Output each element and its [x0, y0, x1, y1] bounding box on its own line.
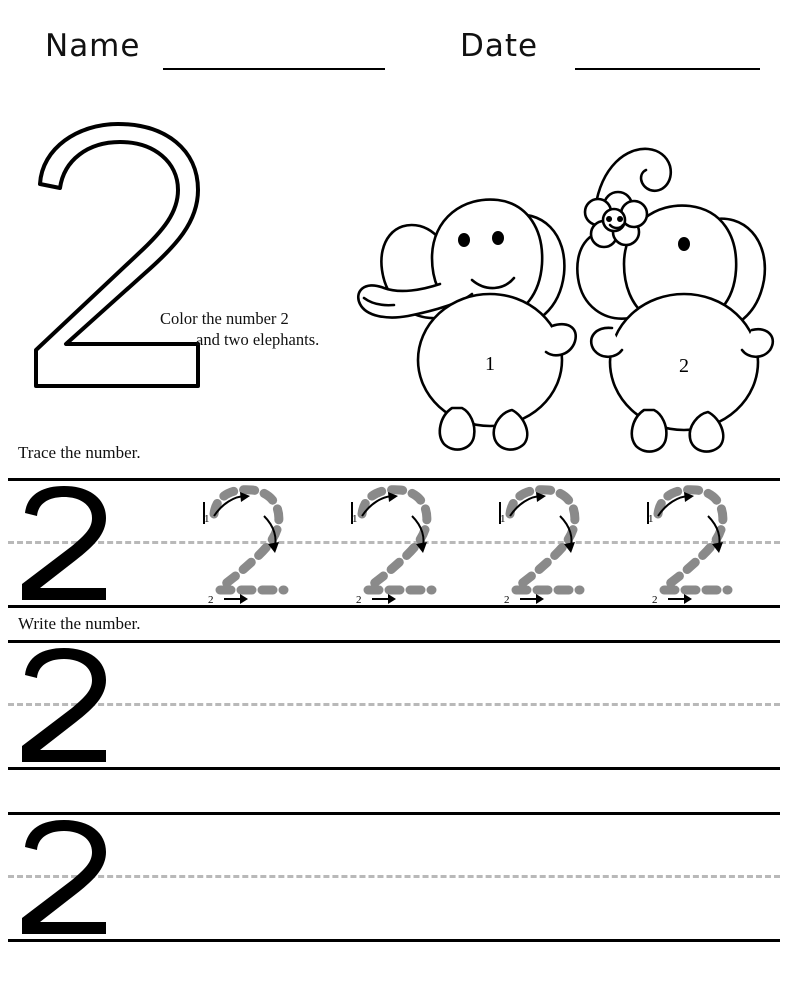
stroke-label-2: 2 — [356, 594, 362, 606]
trace-section-caption: Trace the number. — [18, 443, 141, 462]
flower-decoration — [585, 192, 647, 247]
stroke-label-1: 1 — [352, 513, 358, 525]
color-instructions-line-1: Color the number 2 — [160, 309, 289, 328]
write-model-numeral-2 — [18, 646, 113, 764]
stroke-label-2: 2 — [504, 594, 510, 606]
elephant-two-number: 2 — [679, 355, 689, 377]
band-mid-dashed-guide — [8, 875, 780, 878]
stroke-label-1: 1 — [648, 513, 654, 525]
band-top-rule — [8, 812, 780, 815]
date-label: Date — [460, 28, 539, 64]
name-label: Name — [45, 28, 141, 64]
name-write-line[interactable] — [163, 68, 385, 70]
band-mid-dashed-guide — [8, 703, 780, 706]
stroke-label-2: 2 — [652, 594, 658, 606]
elephants-illustration — [312, 108, 782, 456]
trace-practice-band[interactable] — [8, 478, 780, 608]
band-top-rule — [8, 478, 780, 481]
stroke-label-1: 1 — [204, 513, 210, 525]
color-instructions-line-2: and two elephants. — [196, 330, 320, 349]
trace-glyph-1[interactable] — [198, 482, 316, 606]
write-practice-band-2[interactable] — [8, 812, 780, 942]
large-outline-numeral-2 — [26, 118, 216, 393]
elephant-one — [358, 200, 575, 450]
band-bottom-rule — [8, 767, 780, 770]
trace-glyph-4[interactable] — [642, 482, 760, 606]
trace-glyph-2[interactable] — [346, 482, 464, 606]
band-bottom-rule — [8, 939, 780, 942]
trace-glyph-3[interactable] — [494, 482, 612, 606]
trace-model-numeral-2 — [18, 484, 113, 602]
elephant-two — [577, 149, 772, 452]
write-practice-band-1[interactable] — [8, 640, 780, 770]
elephant-one-number: 1 — [485, 353, 495, 375]
stroke-label-1: 1 — [500, 513, 506, 525]
band-top-rule — [8, 640, 780, 643]
worksheet-header — [0, 18, 788, 78]
date-write-line[interactable] — [575, 68, 760, 70]
stroke-label-2: 2 — [208, 594, 214, 606]
write-model-numeral-2 — [18, 818, 113, 936]
write-section-caption: Write the number. — [18, 614, 141, 633]
